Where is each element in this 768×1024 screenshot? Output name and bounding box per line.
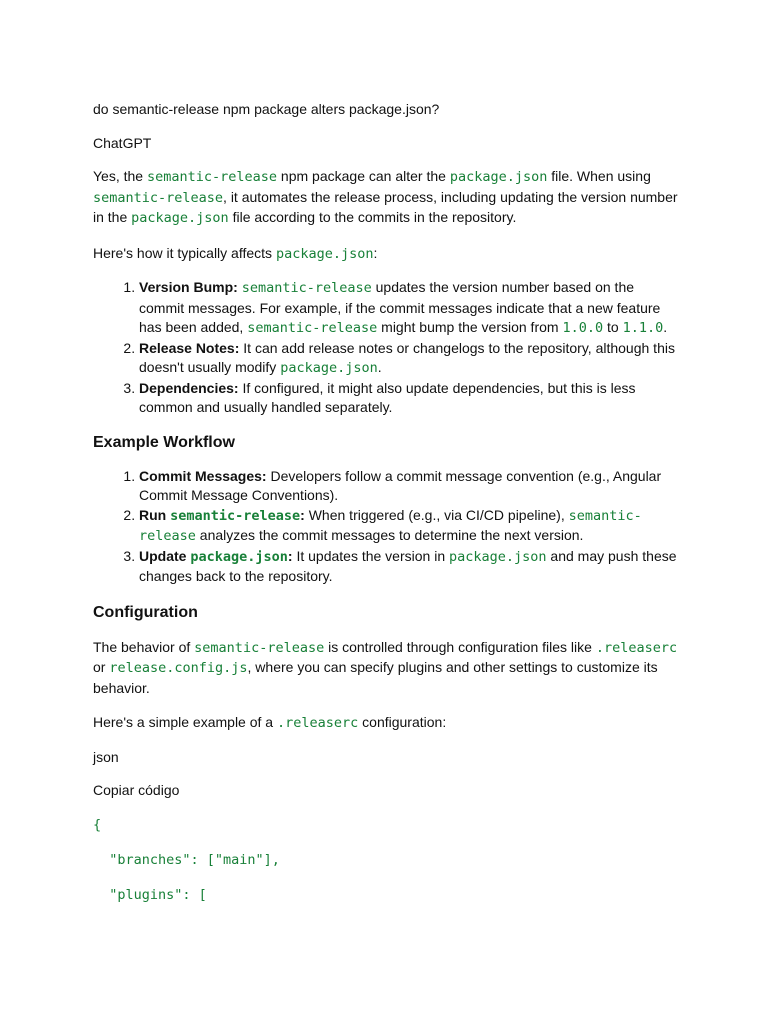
inline-code: semantic-release xyxy=(241,280,372,296)
list-item xyxy=(139,506,678,547)
intro-text: npm package can alter the xyxy=(277,168,450,184)
list-item xyxy=(139,339,678,379)
inline-code: .releaserc xyxy=(276,715,359,731)
copy-code-button[interactable]: Copiar código xyxy=(93,782,180,798)
user-question: do semantic-release npm package alters package.json? xyxy=(93,101,440,117)
list-item xyxy=(139,467,678,506)
item-bold-label: Update xyxy=(139,547,191,564)
how-text: : xyxy=(373,244,378,261)
inline-code: semantic-release xyxy=(93,189,224,206)
example-text: Here's a simple example of a xyxy=(93,714,277,730)
config-text: or xyxy=(93,659,110,675)
effects-list xyxy=(93,278,678,418)
intro-text: file according to the commits in the repository. xyxy=(228,209,517,225)
item-bold-label: Dependencies: xyxy=(139,379,239,396)
example-text: configuration: xyxy=(358,714,447,730)
config-text: is controlled through configuration files like xyxy=(324,638,596,655)
item-text: It can add release notes or changelogs to the repository, although this doesn't usually modify xyxy=(139,339,675,375)
config-paragraph xyxy=(93,638,678,699)
section-heading-workflow: Example Workflow xyxy=(93,433,235,451)
author-label: ChatGPT xyxy=(93,134,152,151)
config-text: The behavior of xyxy=(93,638,195,655)
code-line: "plugins": [ xyxy=(93,886,207,903)
inline-code: semantic-release xyxy=(194,639,325,656)
inline-code: package.json xyxy=(280,360,378,376)
inline-code-bold: semantic-release xyxy=(170,507,301,524)
inline-code: package.json xyxy=(131,210,229,226)
inline-code: 1.1.0 xyxy=(622,320,664,336)
item-text: to xyxy=(603,319,623,335)
item-text: When triggered (e.g., via CI/CD pipeline), xyxy=(304,506,569,523)
intro-text: Yes, the xyxy=(93,168,147,184)
config-text: , where you can specify plugins and other settings to customize its behavior. xyxy=(93,659,658,696)
item-bold-label: : xyxy=(300,506,305,523)
item-text: might bump the version from xyxy=(377,319,563,335)
item-text: If configured, it might also update dependencies, but this is less common and usually handled separately. xyxy=(139,379,636,415)
item-bold-label: : xyxy=(287,547,293,564)
section-heading-configuration: Configuration xyxy=(93,603,198,621)
item-bold-label: Release Notes: xyxy=(139,339,240,356)
item-text: and may push these changes back to the repository. xyxy=(139,547,677,584)
item-text: It updates the version in xyxy=(292,547,449,564)
inline-code: 1.0.0 xyxy=(562,320,604,336)
item-bold-label: Run xyxy=(139,506,171,523)
inline-code: semantic-release xyxy=(139,507,642,544)
code-line: "branches": ["main"], xyxy=(93,851,280,868)
inline-code: package.json xyxy=(275,245,374,262)
inline-code: .releaserc xyxy=(595,639,678,656)
list-item xyxy=(139,278,678,339)
code-language-label: json xyxy=(93,748,119,765)
inline-code: package.json xyxy=(449,548,547,565)
intro-text: , it automates the release process, including updating the version number in the xyxy=(93,188,678,225)
item-bold-label: Commit Messages: xyxy=(139,467,267,484)
item-text: updates the version number based on the commit messages. For example, if the commit messages indicate that a new feature has been added, xyxy=(139,279,661,335)
inline-code: semantic-release xyxy=(146,169,278,185)
inline-code: semantic-release xyxy=(247,320,378,336)
item-bold-label: Version Bump: xyxy=(139,279,238,295)
item-text: . xyxy=(663,319,668,335)
how-paragraph xyxy=(93,244,678,265)
intro-text: file. When using xyxy=(547,168,651,184)
item-text: analyzes the commit messages to determine the next version. xyxy=(195,527,584,543)
inline-code-bold: package.json xyxy=(190,548,288,565)
example-paragraph xyxy=(93,713,678,734)
item-text: . xyxy=(377,359,382,375)
workflow-list xyxy=(93,467,678,587)
how-text: Here's how it typically affects xyxy=(93,244,276,261)
inline-code: package.json xyxy=(449,169,548,185)
list-item xyxy=(139,547,678,587)
inline-code: release.config.js xyxy=(109,660,248,676)
document-page xyxy=(93,100,678,905)
code-block xyxy=(93,815,678,905)
intro-paragraph xyxy=(93,167,678,229)
item-text: Developers follow a commit message convention (e.g., Angular Commit Message Conventions). xyxy=(139,467,662,503)
list-item xyxy=(139,379,678,418)
code-line: { xyxy=(93,816,102,833)
